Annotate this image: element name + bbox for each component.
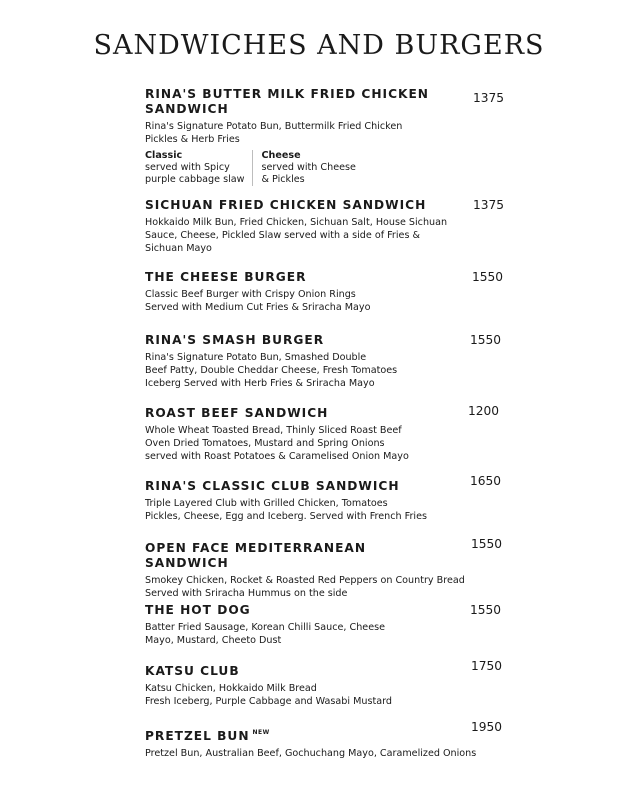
menu-item	[145, 659, 505, 708]
item-name: KATSU CLUB	[145, 664, 240, 678]
description-line: Rina's Signature Potato Bun, Smashed Double	[145, 352, 367, 363]
description-line: Rina's Signature Potato Bun, Buttermilk Fried Chicken	[145, 121, 403, 132]
item-name-text: PRETZEL BUN	[145, 729, 250, 743]
description-line: Oven Dried Tomatoes, Mustard and Spring Onions	[145, 438, 385, 449]
variant-name: Cheese	[261, 150, 301, 161]
item-name-line: RINA'S BUTTER MILK FRIED CHICKEN	[145, 87, 429, 101]
item-price: 1200	[468, 404, 500, 418]
item-description	[145, 574, 475, 600]
variant-name: Classic	[145, 150, 183, 161]
item-name	[145, 725, 445, 744]
description-line: Fresh Iceberg, Purple Cabbage and Wasabi Mustard	[145, 696, 392, 707]
variant-cheese	[252, 150, 355, 186]
item-price: 1650	[470, 474, 502, 488]
item-description	[145, 216, 475, 255]
item-name: THE HOT DOG	[145, 603, 251, 617]
description-line: Hokkaido Milk Bun, Fried Chicken, Sichuan Salt, House Sichuan	[145, 217, 448, 228]
variant-classic	[145, 150, 252, 186]
description-line: Pretzel Bun, Australian Beef, Gochuchang Mayo, Caramelized Onions	[145, 748, 477, 759]
description-line: Classic Beef Burger with Crispy Onion Rings	[145, 289, 356, 300]
variant-line: served with Spicy	[145, 162, 230, 173]
item-price: 1950	[471, 720, 503, 734]
item-price: 1550	[471, 537, 503, 551]
menu-item	[145, 270, 505, 314]
new-badge: NEW	[252, 729, 270, 736]
variant-line: served with Cheese	[261, 162, 356, 173]
item-description	[145, 682, 475, 708]
description-line: served with Roast Potatoes & Caramelised Onion Mayo	[145, 451, 409, 462]
item-description	[145, 351, 475, 390]
menu-item	[145, 537, 505, 600]
item-name-line: SANDWICH	[145, 102, 229, 116]
item-price: 1375	[473, 198, 505, 212]
variant-line: & Pickles	[261, 174, 305, 185]
description-line: Served with Sriracha Hummus on the side	[145, 588, 348, 599]
menu-item	[145, 720, 505, 760]
description-line: Whole Wheat Toasted Bread, Thinly Sliced Roast Beef	[145, 425, 402, 436]
page-title: SANDWICHES AND BURGERS	[93, 30, 545, 61]
menu-item	[145, 406, 505, 463]
item-variants	[145, 150, 505, 186]
item-price: 1550	[472, 270, 504, 284]
item-description	[145, 424, 475, 463]
item-description	[145, 288, 475, 314]
description-line: Sichuan Mayo	[145, 243, 212, 254]
menu-item	[145, 87, 505, 186]
item-price: 1750	[471, 659, 503, 673]
description-line: Iceberg Served with Herb Fries & Sriracha Mayo	[145, 378, 375, 389]
description-line: Sauce, Cheese, Pickled Slaw served with a side of Fries &	[145, 230, 420, 241]
description-line: Katsu Chicken, Hokkaido Milk Bread	[145, 683, 317, 694]
description-line: Triple Layered Club with Grilled Chicken, Tomatoes	[145, 498, 388, 509]
item-price: 1550	[470, 333, 502, 347]
menu-item	[145, 198, 505, 255]
description-line: Served with Medium Cut Fries & Sriracha Mayo	[145, 302, 371, 313]
item-name: THE CHEESE BURGER	[145, 270, 307, 284]
item-name: SICHUAN FRIED CHICKEN SANDWICH	[145, 198, 427, 212]
description-line: Beef Patty, Double Cheddar Cheese, Fresh Tomatoes	[145, 365, 398, 376]
item-name	[145, 87, 445, 117]
item-name: RINA'S CLASSIC CLUB SANDWICH	[145, 479, 400, 493]
item-name: ROAST BEEF SANDWICH	[145, 406, 329, 420]
item-description	[145, 120, 475, 146]
item-price: 1375	[473, 91, 505, 105]
description-line: Smokey Chicken, Rocket & Roasted Red Peppers on Country Bread	[145, 575, 465, 586]
description-line: Batter Fried Sausage, Korean Chilli Sauce, Cheese	[145, 622, 385, 633]
description-line: Pickles, Cheese, Egg and Iceberg. Served with French Fries	[145, 511, 428, 522]
item-description	[145, 621, 475, 647]
description-line: Mayo, Mustard, Cheeto Dust	[145, 635, 282, 646]
menu-item	[145, 474, 505, 523]
menu-item	[145, 333, 505, 390]
menu-item	[145, 603, 505, 647]
item-name: RINA'S SMASH BURGER	[145, 333, 325, 347]
item-description	[145, 497, 475, 523]
description-line: Pickles & Herb Fries	[145, 134, 240, 145]
variant-line: purple cabbage slaw	[145, 174, 245, 185]
item-price: 1550	[470, 603, 502, 617]
item-description	[145, 747, 475, 760]
item-name: OPEN FACE MEDITERRANEAN SANDWICH	[145, 541, 367, 570]
